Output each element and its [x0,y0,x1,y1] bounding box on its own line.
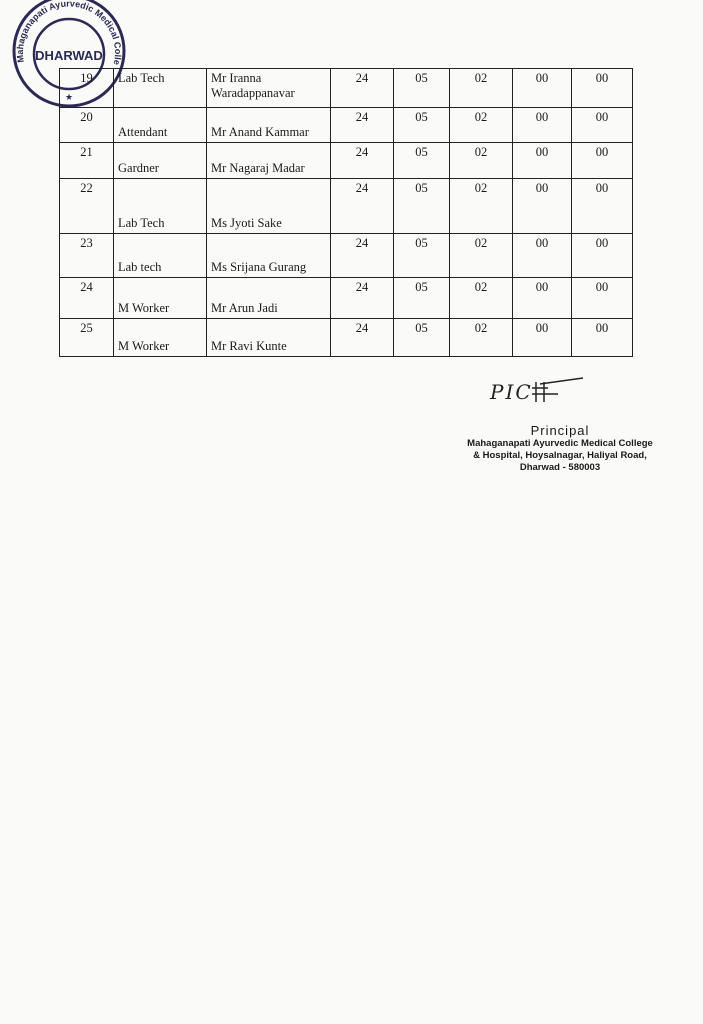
address-line: & Hospital, Hoysalnagar, Haliyal Road, [473,450,647,461]
cell-c4: 00 [513,69,572,108]
cell-c1: 24 [331,143,394,179]
cell-designation: M Worker [114,319,207,357]
cell-c3: 02 [450,108,513,143]
cell-designation: Lab Tech [114,69,207,108]
cell-c5: 00 [572,69,633,108]
table-row [60,179,633,234]
address-line: Mahaganapati Ayurvedic Medical College [467,438,653,449]
table-row [60,69,633,108]
cell-sn: 25 [60,319,114,357]
cell-c5: 00 [572,143,633,179]
cell-sn: 24 [60,278,114,319]
cell-c2: 05 [394,278,450,319]
cell-designation: Gardner [114,143,207,179]
cell-c2: 05 [394,69,450,108]
cell-c2: 05 [394,234,450,278]
cell-designation: Lab Tech [114,179,207,234]
cell-c5: 00 [572,278,633,319]
principal-block [430,423,690,474]
cell-c4: 00 [513,108,572,143]
cell-c1: 24 [331,234,394,278]
svg-text:DHARWAD: DHARWAD [35,48,103,63]
cell-c3: 02 [450,143,513,179]
table-row [60,234,633,278]
staff-table [59,68,633,357]
principal-title: Principal [530,423,590,438]
cell-c1: 24 [331,179,394,234]
cell-c1: 24 [331,69,394,108]
signature-text: PIC [490,380,533,404]
svg-text:Mahaganapati Ayurvedic Medical: Mahaganapati Ayurvedic Medical Colle [14,0,124,66]
table-row [60,319,633,357]
cell-c1: 24 [331,108,394,143]
cell-name: Mr Arun Jadi [207,278,331,319]
cell-c4: 00 [513,278,572,319]
principal-signature [488,374,588,414]
cell-c3: 02 [450,69,513,108]
cell-name: Mr Iranna Waradappanavar [207,69,331,108]
cell-c2: 05 [394,143,450,179]
cell-designation: Attendant [114,108,207,143]
cell-c5: 00 [572,179,633,234]
cell-c5: 00 [572,108,633,143]
cell-c4: 00 [513,143,572,179]
cell-sn: 21 [60,143,114,179]
cell-designation: M Worker [114,278,207,319]
cell-name: Mr Ravi Kunte [207,319,331,357]
cell-c4: 00 [513,234,572,278]
cell-c3: 02 [450,278,513,319]
table-row [60,108,633,143]
cell-c1: 24 [331,278,394,319]
cell-c4: 00 [513,319,572,357]
cell-c3: 02 [450,179,513,234]
cell-sn: 23 [60,234,114,278]
cell-c2: 05 [394,319,450,357]
cell-c1: 24 [331,319,394,357]
cell-name: Ms Srijana Gurang [207,234,331,278]
cell-designation: Lab tech [114,234,207,278]
cell-sn: 20 [60,108,114,143]
cell-sn: 19 [60,69,114,108]
table-row [60,143,633,179]
svg-text:★: ★ [64,92,74,102]
cell-c2: 05 [394,108,450,143]
cell-c3: 02 [450,234,513,278]
address-line: Dharwad - 580003 [519,462,601,473]
table-row [60,278,633,319]
cell-c5: 00 [572,319,633,357]
cell-c3: 02 [450,319,513,357]
cell-name: Mr Nagaraj Madar [207,143,331,179]
cell-c2: 05 [394,179,450,234]
cell-c4: 00 [513,179,572,234]
cell-c5: 00 [572,234,633,278]
cell-sn: 22 [60,179,114,234]
cell-name: Ms Jyoti Sake [207,179,331,234]
cell-name: Mr Anand Kammar [207,108,331,143]
